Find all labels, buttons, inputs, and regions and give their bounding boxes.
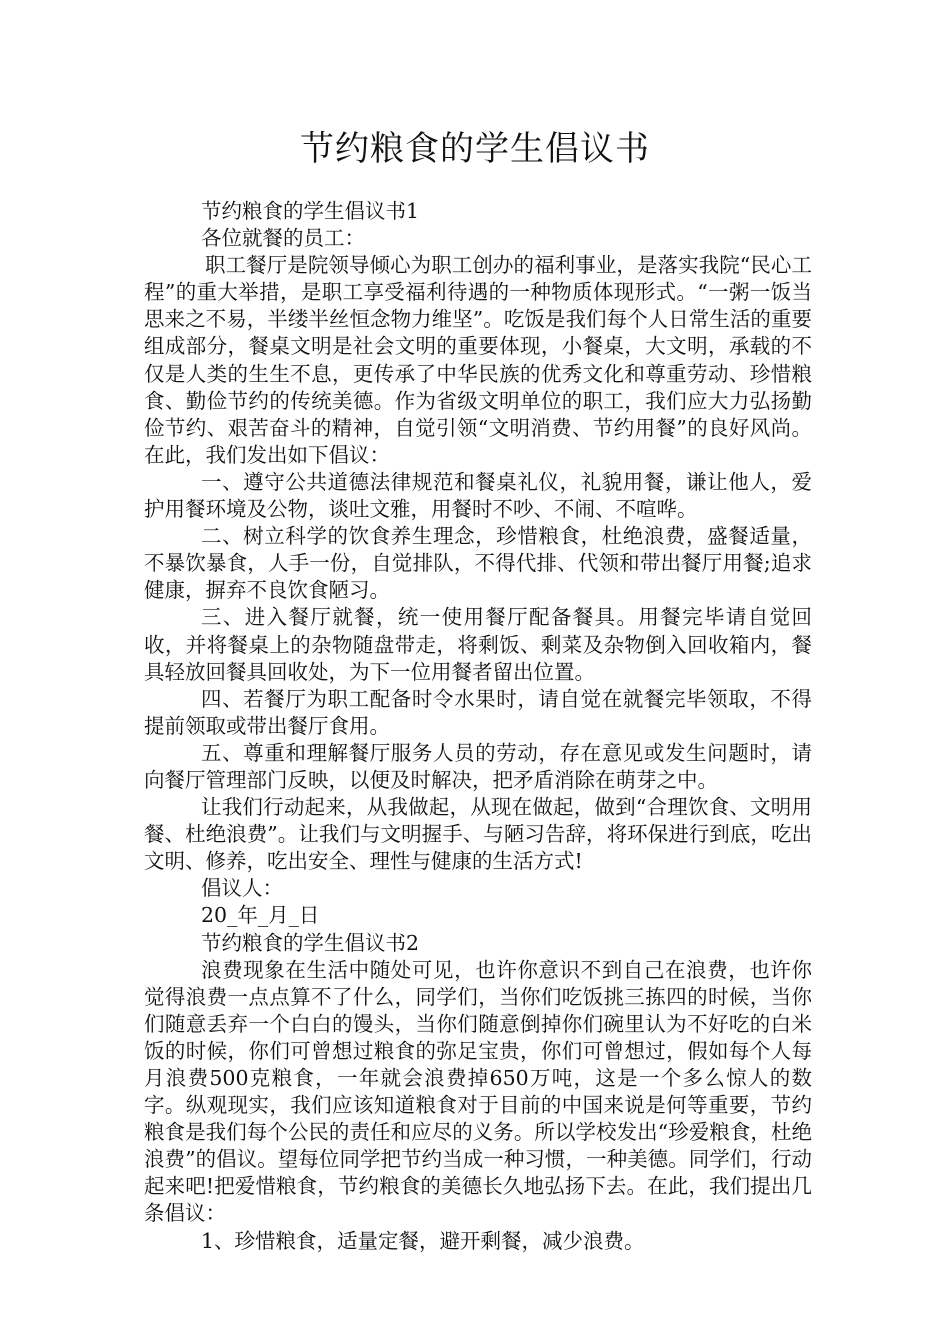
salutation: 各位就餐的员工：	[201, 226, 365, 251]
proposal-item-2: 二、树立科学的饮食养生理念，珍惜粮食，杜绝浪费，盛餐适量，不暴饮暴食，人手一份，自觉排队，不得代排、代领和带出餐厅用餐;追求健康，摒弃不良饮食陋习。	[144, 524, 812, 603]
section2-intro: 浪费现象在生活中随处可见，也许你意识不到自己在浪费，也许你觉得浪费一点点算不了什么，同学们，当你们吃饭挑三拣四的时候，当你们随意丢弃一个白白的馒头，当你们随意倒掉你们碗里认为不好吃的白米饭的时候，你们可曾想过粮食的弥足宝贵，你们可曾想过，假如每个人每月浪费500克粮食，一年就会浪费掉650万吨，这是一个多么惊人的数字。纵观现实，我们应该知道粮食对于目前的中国来说是何等重要，节约粮食是我们每个公民的责任和应尽的义务。所以学校发出“珍爱粮食，杜绝浪费”的倡议。望每位同学把节约当成一种习惯，一种美德。同学们，行动起来吧!把爱惜粮食，节约粮食的美德长久地弘扬下去。在此，我们提出几条倡议：	[144, 957, 812, 1226]
section1-heading: 节约粮食的学生倡议书1	[201, 199, 420, 223]
proposal-item-3: 三、进入餐厅就餐，统一使用餐厅配备餐具。用餐完毕请自觉回收，并将餐桌上的杂物随盘带走，将剩饭、剩菜及杂物倒入回收箱内，餐具轻放回餐具回收处，为下一位用餐者留出位置。	[144, 605, 812, 684]
proposal-item-1: 一、遵守公共道德法律规范和餐桌礼仪，礼貌用餐，谦让他人，爱护用餐环境及公物，谈吐文雅，用餐时不吵、不闹、不喧哗。	[144, 469, 812, 522]
document-body	[144, 198, 812, 1255]
section2-heading: 节约粮食的学生倡议书2	[201, 930, 420, 955]
section2-item-1: 1、珍惜粮食，适量定餐，避开剩餐，减少浪费。	[201, 1228, 645, 1253]
date-line: 20_年_月_日	[201, 903, 320, 928]
section1-intro: 职工餐厅是院领导倾心为职工创办的福利事业，是落实我院“民心工程”的重大举措，是职工享受福利待遇的一种物质体现形式。“一粥一饭当思来之不易，半缕半丝恒念物力维坚”。吃饭是我们每个人日常生活的重要组成部分，餐桌文明是社会文明的重要体现，小餐桌，大文明，承载的不仅是人类的生生不息，更传承了中华民族的优秀文化和尊重劳动、珍惜粮食、勤俭节约的传统美德。作为省级文明单位的职工，我们应大力弘扬勤俭节约、艰苦奋斗的精神，自觉引领“文明消费、节约用餐”的良好风尚。在此，我们发出如下倡议：	[144, 253, 812, 467]
signature-line: 倡议人：	[201, 876, 283, 901]
proposal-item-4: 四、若餐厅为职工配备时令水果时，请自觉在就餐完毕领取，不得提前领取或带出餐厅食用。	[144, 686, 812, 738]
section1-closing: 让我们行动起来，从我做起，从现在做起，做到“合理饮食、文明用餐、杜绝浪费”。让我们与文明握手、与陋习告辞，将环保进行到底，吃出文明、修养，吃出安全、理性与健康的生活方式!	[144, 795, 812, 874]
proposal-item-5: 五、尊重和理解餐厅服务人员的劳动，存在意见或发生问题时，请向餐厅管理部门反映，以便及时解决，把矛盾消除在萌芽之中。	[144, 740, 812, 792]
document-title: 节约粮食的学生倡议书	[300, 129, 650, 169]
